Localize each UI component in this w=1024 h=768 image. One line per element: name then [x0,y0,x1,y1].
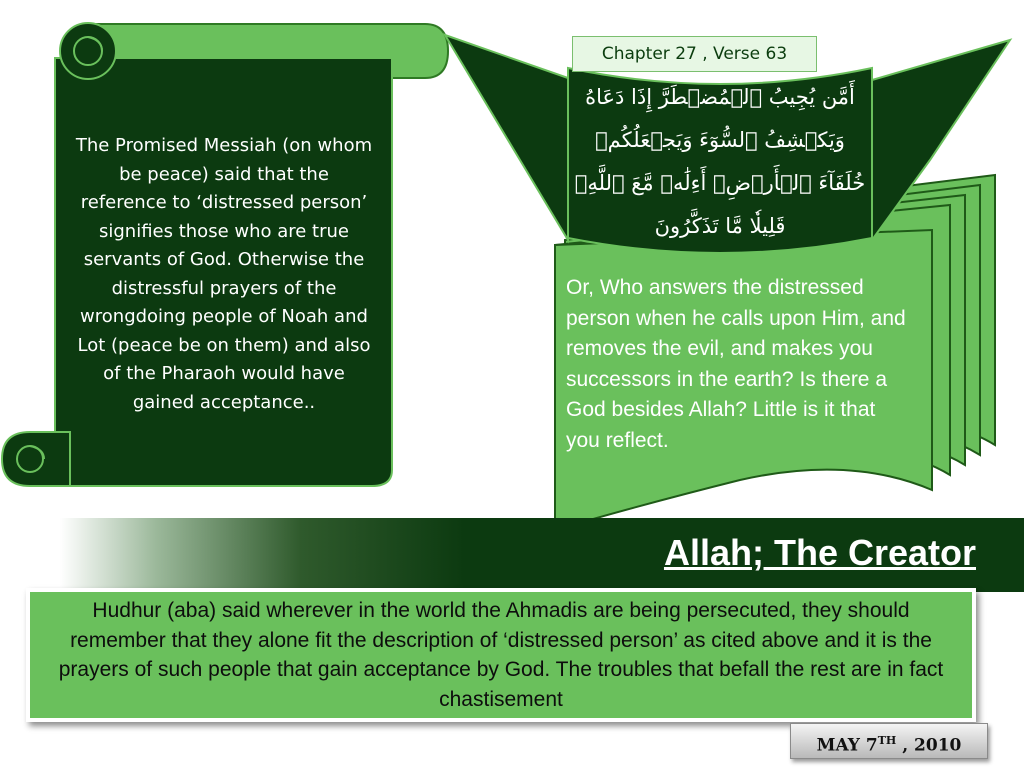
date-year: , 2010 [902,735,962,756]
note-box [26,588,976,722]
date-month-day: MAY 7 [816,735,878,756]
note-text: Hudhur (aba) said wherever in the world the Ahmadis are being persecuted, they should remember that they alone fit the description of ‘distressed person’ as cited above and it is the prayers of such people that gain acceptance by God. The troubles that befall the rest are in fact chastisement [58,599,944,711]
arabic-verse-text: أَمَّن يُجِيبُ ٱلۡمُضۡطَرَّ إِذَا دَعَاهُ وَيَكۡشِفُ ٱلسُّوٓءَ وَيَجۡعَلُكُمۡ خُلَفَآءَ ٱلۡأَرۡضِۗ أَءِلَٰهٞ مَّعَ ٱللَّهِۚ قَلِيلٗا مَّا تَذَكَّرُونَ [574,85,866,238]
date-label [790,723,988,759]
date-suffix: TH [877,734,897,747]
slide-title: Allah; The Creator [663,532,976,573]
scroll-quote-text: The Promised Messiah (on whom be peace) said that the reference to ‘distressed person’ signifies those who are true servants of God. Otherwise the distressful prayers of the wrongdoing people of Noah and Lot (peace be on them) and also of the Pharaoh would have gained acceptance.. [75,135,373,413]
verse-translation-text: Or, Who answers the distressed person when he calls upon Him, and removes the evil, and makes you successors in the earth? Is there a God besides Allah? Little is it that you reflect. [566,276,906,452]
verse-reference-label: Chapter 27 , Verse 63 [572,36,817,72]
